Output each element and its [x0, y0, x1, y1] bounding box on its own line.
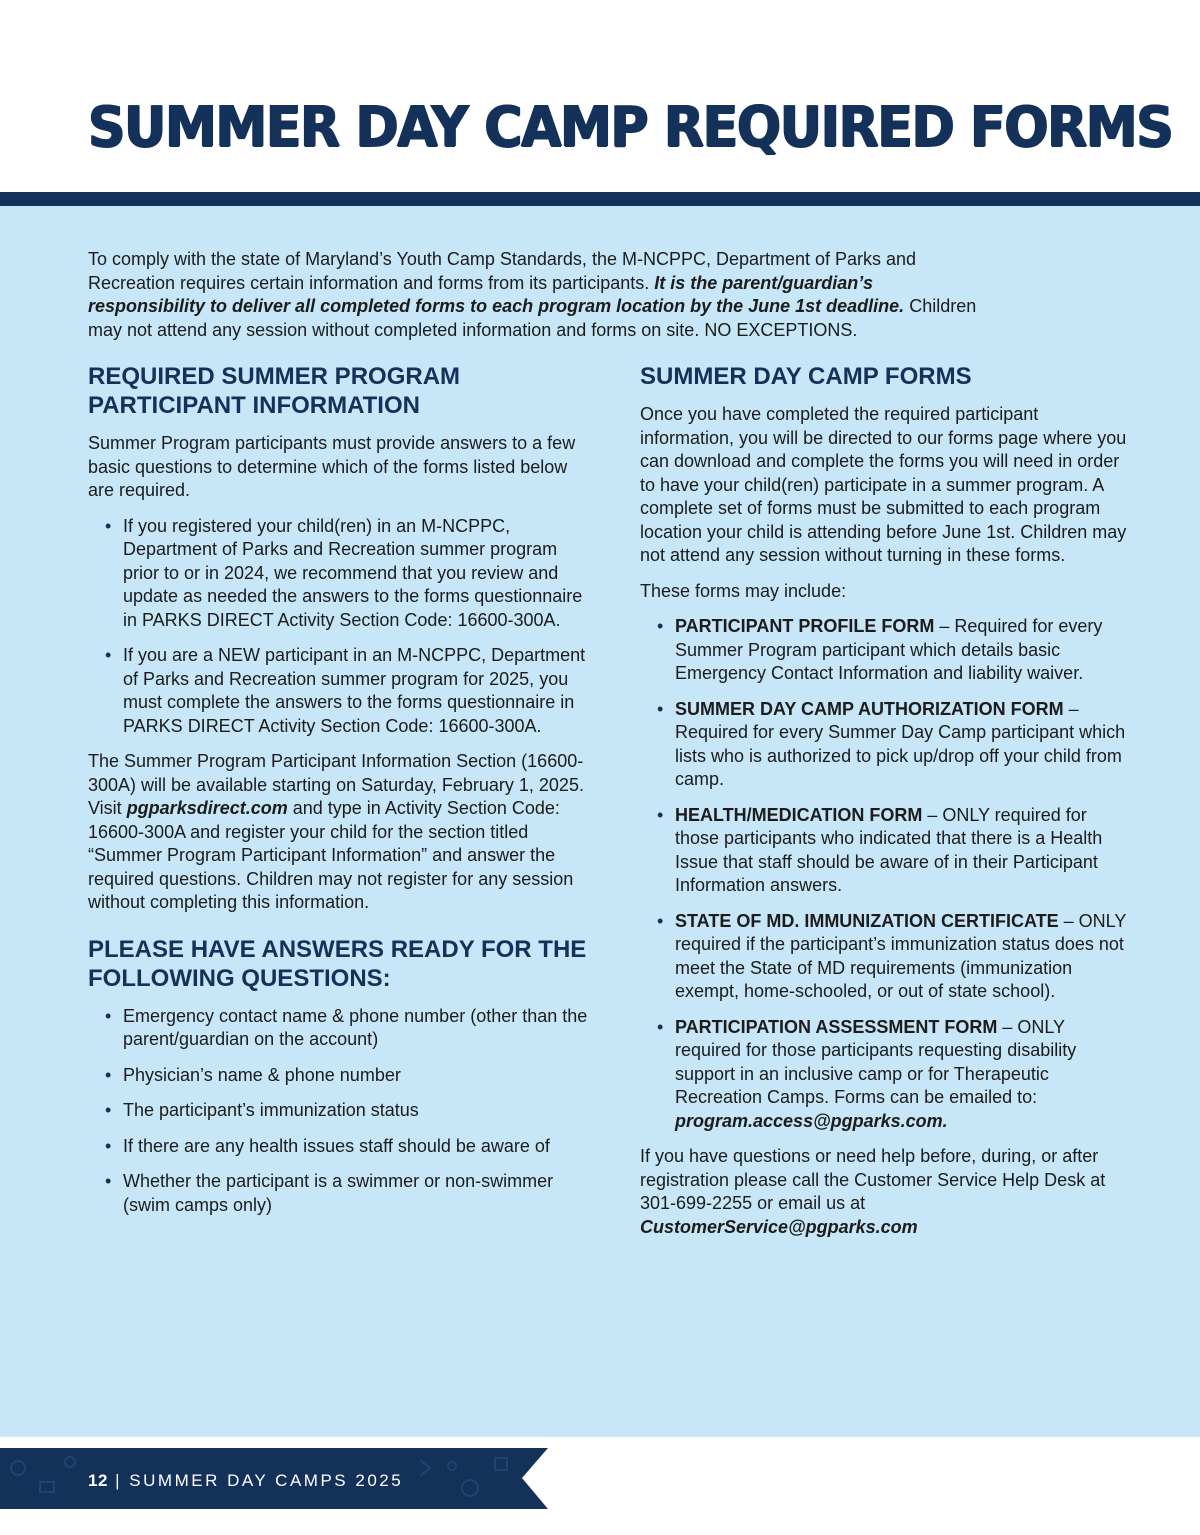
list-item-text: If you are a NEW participant in an M-NCPPC, Department of Parks and Recreation summer program for 2025, you must complete the answers to the forms questionnaire in PARKS DIRECT Activity Section Code: 16600-300A. — [123, 645, 586, 736]
pgparksdirect-link[interactable]: pgparksdirect.com — [126, 798, 288, 818]
bullet-icon: • — [105, 1171, 112, 1191]
list-item — [88, 1064, 588, 1088]
camp-forms-paragraph: Once you have completed the required participant information, you will be directed to our forms page where you can download and complete the forms you will need in order to have your child(ren) participate in a summer program. A complete set of forms must be submitted to each program location your child is attending before June 1st. Children may not attend any session without turning in these forms. — [640, 404, 1127, 565]
list-item-text: Whether the participant is a swimmer or non-swimmer (swim camps only) — [123, 1171, 554, 1215]
form-name: PARTICIPANT PROFILE FORM — [675, 616, 935, 636]
intro-text-2: Children may not attend any session without completed information and forms on site. NO EXCEPTIONS. — [88, 296, 977, 340]
bullet-icon: • — [105, 1064, 112, 1085]
forms-include-text: These forms may include: — [640, 580, 847, 601]
form-name: STATE OF MD. IMMUNIZATION CERTIFICATE — [675, 910, 1059, 931]
list-item — [88, 1005, 588, 1052]
bullet-icon: • — [105, 1135, 112, 1156]
form-name: HEALTH/MEDICATION FORM — [675, 804, 923, 825]
list-item — [88, 1099, 588, 1123]
bullet-icon: • — [105, 1005, 112, 1026]
footer-label — [88, 1470, 403, 1492]
participant-info-paragraph: Summer Program participants must provide answers to a few basic questions to determine which of the forms listed below are required. — [88, 433, 576, 500]
list-item — [640, 910, 1130, 1004]
publication-name: SUMMER DAY CAMPS 2025 — [129, 1471, 404, 1490]
contact-text: If you have questions or need help before, during, or after registration please call the Customer Service Help Desk at 301-699-2255 or email us at — [640, 1146, 1106, 1213]
list-item-text: If there are any health issues staff should be aware of — [123, 1135, 550, 1156]
intro-paragraph — [88, 248, 978, 342]
list-item-text: The participant’s immunization status — [123, 1100, 419, 1120]
registration-text-1: The Summer Program Participant Information Section (16600-300A) will be available starting on Saturday, February 1, 2025. Visit — [88, 751, 584, 818]
questions-heading: PLEASE HAVE ANSWERS READY FOR THE FOLLOWING QUESTIONS: — [88, 935, 587, 992]
form-description: – Required for every Summer Program participant which details basic Emergency Contact Information and liability waiver. — [675, 616, 1103, 683]
bullet-icon: • — [657, 616, 664, 636]
contact-paragraph — [640, 1145, 1130, 1239]
forms-list — [640, 615, 1130, 1133]
bullet-icon: • — [657, 698, 664, 719]
list-item — [640, 1016, 1130, 1134]
list-item — [88, 515, 588, 633]
footer-separator: | — [107, 1471, 130, 1490]
list-item-text: Emergency contact name & phone number (other than the parent/guardian on the account) — [123, 1005, 588, 1049]
form-description: – ONLY required for those participants who indicated that there is a Health Issue that staff should be aware of in their Participant Information answers. — [675, 804, 1103, 895]
form-name: PARTICIPATION ASSESSMENT FORM — [675, 1016, 998, 1037]
intro-emphasis: It is the parent/guardian’s responsibility to deliver all completed forms to each program location by the June 1st deadline. — [88, 272, 905, 316]
form-description: – ONLY required if the participant’s immunization status does not meet the State of MD requirements (immunization exempt, home-schooled, or out of state school). — [675, 910, 1126, 1001]
bullet-icon: • — [105, 645, 112, 665]
form-description: – Required for every Summer Day Camp participant which lists who is authorized to pick up/drop off your child from camp. — [675, 698, 1126, 789]
participant-info-heading: REQUIRED SUMMER PROGRAM PARTICIPANT INFORMATION — [88, 363, 461, 419]
bullet-icon: • — [657, 910, 664, 931]
right-column — [640, 362, 1130, 1251]
list-item — [88, 644, 588, 738]
camp-forms-heading: SUMMER DAY CAMP FORMS — [640, 363, 972, 390]
form-description: – ONLY required for those participants requesting disability support in an inclusive camp or for Therapeutic Recreation Camps. Forms can be emailed to: — [675, 1016, 1077, 1107]
bullet-icon: • — [657, 1016, 664, 1037]
form-name: SUMMER DAY CAMP AUTHORIZATION FORM — [675, 698, 1064, 719]
list-item — [640, 615, 1130, 686]
program-access-email-link[interactable]: program.access@pgparks.com. — [675, 1110, 948, 1131]
customer-service-email-link[interactable]: CustomerService@pgparks.com — [640, 1216, 918, 1237]
list-item-text: If you registered your child(ren) in an M-NCPPC, Department of Parks and Recreation summer program prior to or in 2024, we recommend that you review and update as needed the answers to the forms questionnaire in PARKS DIRECT Activity Section Code: 16600-300A. — [123, 515, 583, 630]
bullet-icon: • — [105, 515, 112, 536]
page-number: 12 — [88, 1471, 108, 1490]
bullet-icon: • — [657, 804, 664, 825]
registration-text-2: and type in Activity Section Code: 16600-300A and register your child for the section titled “Summer Program Participant Information” and answer the required questions. Children may not register for any session without completing this information. — [88, 798, 574, 912]
left-column — [88, 362, 588, 1229]
list-item-text: Physician’s name & phone number — [123, 1064, 401, 1085]
intro-text-1: To comply with the state of Maryland’s Youth Camp Standards, the M-NCPPC, Department of Parks and Recreation requires certain information and forms from its participants. — [88, 249, 917, 293]
bullet-icon: • — [105, 1100, 112, 1120]
list-item — [88, 1135, 588, 1159]
registration-info-paragraph — [88, 750, 588, 915]
page-title: SUMMER DAY CAMP REQUIRED FORMS — [88, 95, 1173, 160]
list-item — [640, 698, 1130, 792]
registration-bullets — [88, 515, 588, 739]
questions-list — [88, 1005, 588, 1218]
list-item — [640, 804, 1130, 898]
list-item — [88, 1170, 588, 1217]
header-divider — [0, 192, 1200, 206]
